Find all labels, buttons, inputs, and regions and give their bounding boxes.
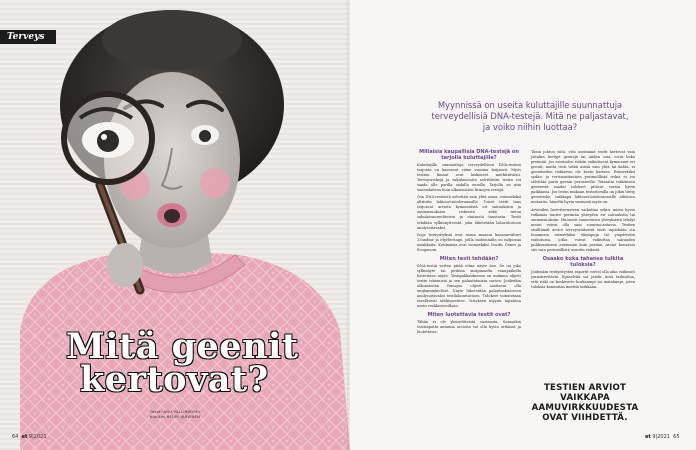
right-page [350,0,696,450]
lead-paragraph: Myynnissä on useita kuluttajille suunnattuja terveydellisiä DNA-testejä. Mitä ne paljastavat, ja voiko niihin luottaa? [431,100,629,132]
subheading: Osaako kuka tahansa tulkita tuloksia? [542,255,624,268]
credits-text: Teksti ANU VALLINKOSKI [150,410,200,414]
headline-line-2: kertovat? [80,359,269,400]
issue-number: 9|2021 [652,434,670,440]
body-paragraph: Kuluttajille suunnattuja terveydellisen DNA-testien tarjonta on kasvanut viime vuosina huijaasti. Myös testien hinnat ovat laskeneet merkittävästi. Terveysriskejä ja sukulaisuutta selvittävän testin voi saada alle parilla sadalla eurolla. Tarjolla on niin suomalaisten kuin ulkomaisten firmojen testejä. [417,163,521,193]
text-column-2 [531,150,635,292]
body-paragraph: DNA-testiä varten pitää ottaa näyte itse. Se on joko sylkinäyte tai poskion sisäpinnalta vanupuikolla hierottava näyte. Testipakkauksessa on mukana ohjeet testin tekemistä ja sen palauttamista varten. Joidenkin ulkomaisten firmojen ohjeet saattavat olla englanninkieliset. Näyte lähetetään palautuskuoressa analysoitavaksi testilaboratorioon. Tulokset toimitetaan tavallisesti sähköpostitse. Yrityksen myynti tapahtuu usein verkkosivuillaan. [417,263,521,309]
subheading: Miten testi tehdään? [439,255,499,262]
body-paragraph: Tämä johtuu siitä, että useimmat testit kertovat vain joitakin tiettyjä geenejä tai niiden osia, eivät koko perimää. Jos sairauden riskiin vaikuttavat kymmenet eri geenit, mutta testi tutkii niistä vain yhtä tai kahta, ei geenitiedon riskiarvio ole kovin kattava. Esimerkiksi sydän- ja verisuonitautien perinnöllistä riskiä ei voi selvittää parin geenin perusteella. Toisaalta tutkituista geeneistä saadut tulokset pitävät varsin hyvin paikkansa. Jos testin mukaan testattavalla on jokin tietty geenivirhe, vaikkapa laktoosi-intoleranssille altistava mutaatio, häneltä hyvin varmasti myös on. [531,150,635,205]
body-paragraph: Arvioiden luotettavuuteen vaikuttaa sekin, miten hyvin tutkimus tuntee perimän yhteyden eri sairauksiin tai ominaisuuksiin. Huonosti tunnetuista yhteyksistä tehdyt arviot voivat olla vain suuntaa-antavia. Testien sisältämät arviot terveysriskeistä eivät myöskään ota huomioon esimerkiksi elintapoja tai ympäristön vaikutusta, jotka voivat vaikuttaa sairauden puhkeamiseen enemmän kuin perimä. Arviot kuvaavat siis vain perinnöllistä osuutta riskistä. [531,207,635,252]
body-paragraph: Osa DNA-testeistä selvittää vain yhtä asiaa, esimerkiksi alttiutta laktoosi-intoleranssille. Toiset testit taas tarjoavat arviota kymmenistä eri sairauksien ja ominaisuuksien riskeistä sekä tietoa sukulaisuussuhteista ja etnisestä taustasta. Testit tehdään sylkinäytteestä, joka lähetetään laboratorioon analysoitavaksi. [417,195,521,230]
folio-right [645,434,680,440]
page-number: 65 [673,434,680,440]
magazine-logo: et [21,434,28,440]
body-paragraph: Joidenkin testiyritysten raportit voivat olla aika vaikeasti ymmärrettäviä. Epäselvää voi jäädä, mitä tarkoittaa, että riski on keskiverto korkeampi tai matalampi, joten tuloksia kannattaa miettiä tarkkaan. [531,269,635,290]
page-number: 64 [12,434,19,440]
body-paragraph: Isoja testiyrityksiä ovat muun muassa kansainväliset 23andme ja MyHeritage, joilla molemmilla on miljoonia asiakkaita. Kotimaisia ovat esimerkiksi Nordic Genes ja Evogenom. [417,232,521,252]
magazine-logo: et [645,434,651,440]
page-title [66,326,336,400]
credits [150,410,200,420]
headline-line-1: Mitä geenit [66,326,299,367]
folio-left [12,434,47,440]
pull-quote: TESTIEN ARVIOT VAIKKAPA AAMUVIRKKUUDESTA OVAT VIIHDETTÄ. [531,383,639,423]
subheading: Miten luotettavia testit ovat? [427,312,511,319]
subheading: Millaisia kaupallisia DNA-testejä on tarjolla kuluttajille? [419,149,519,161]
body-paragraph: Tähän ei ole yksiselitteistä vastausta. Samankin testitapotin antamia arvioita voi olla hyvin erilaiset ja luotettavia. [417,320,521,335]
text-column-1 [417,146,521,337]
credits-illustration: Kuvitus HELMI JÄRVINEN [150,415,201,419]
section-tag: Terveys [0,30,56,44]
issue-number: 9|2021 [28,434,47,440]
